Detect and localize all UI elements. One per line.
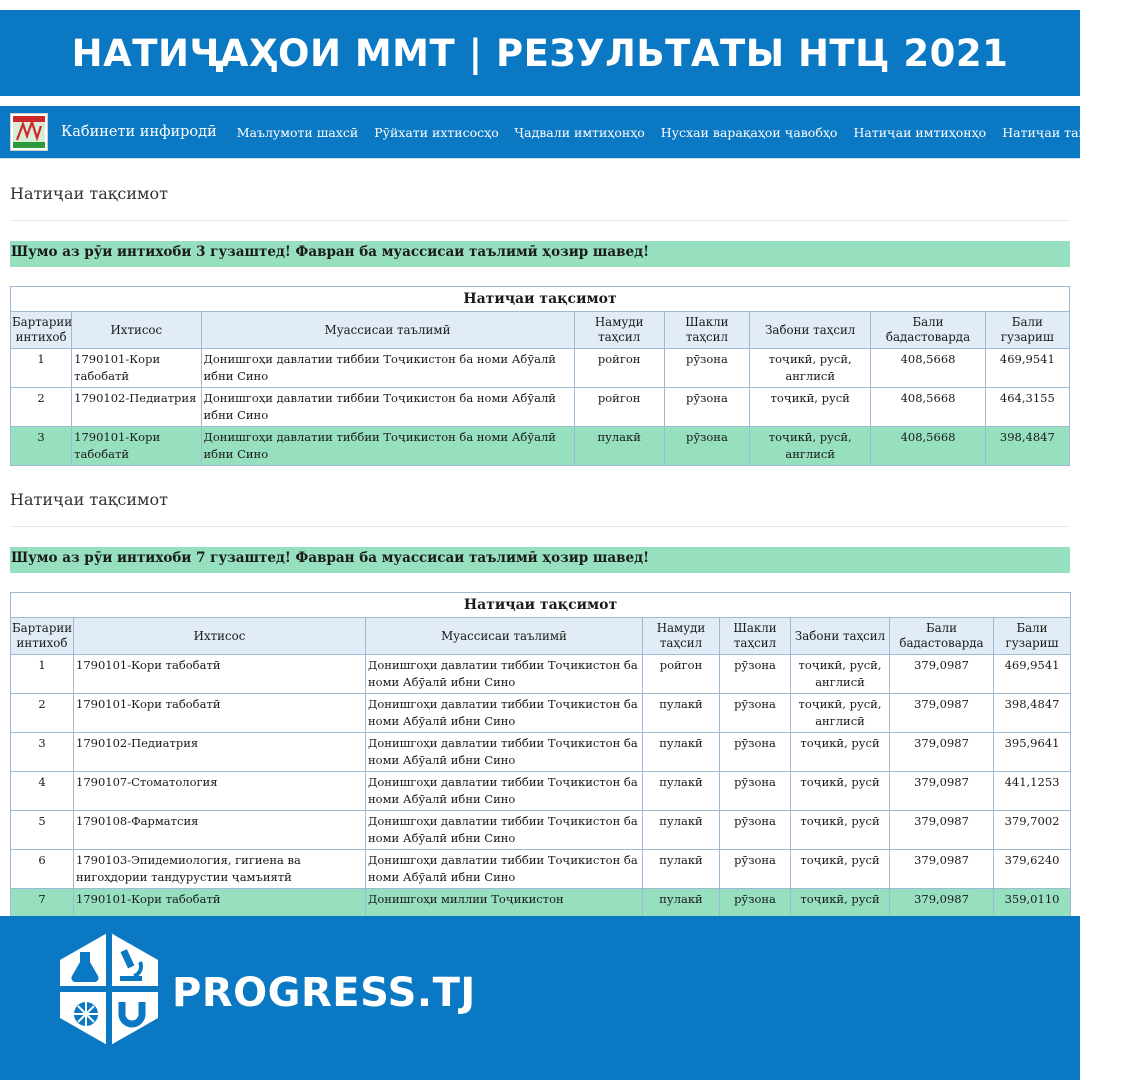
table-cell: рӯзона <box>720 889 791 926</box>
table-cell: 469,9541 <box>985 349 1069 388</box>
table-cell: 1790103-Эпидемиология, гигиена ва нигоҳдории тандурустии ҷамъиятӣ <box>74 850 366 889</box>
bottom-banner <box>0 916 1080 1080</box>
table-row <box>11 388 1070 427</box>
column-header: Шакли таҳсил <box>664 312 749 349</box>
table-row <box>11 349 1070 388</box>
table-cell: Донишгоҳи давлатии тиббии Тоҷикистон ба номи Абӯалӣ ибни Сино <box>366 733 643 772</box>
table-body <box>11 349 1070 466</box>
table-cell: 379,6240 <box>994 850 1071 889</box>
column-header: Бали бадастоварда <box>890 618 994 655</box>
top-banner <box>0 10 1080 96</box>
table-cell: 379,7002 <box>994 811 1071 850</box>
table-caption: Натиҷаи тақсимот <box>11 593 1071 618</box>
nav-item-answer-sheets[interactable]: Нусхаи варақаҳои ҷавобҳо <box>660 124 838 140</box>
table-cell: Донишгоҳи давлатии тиббии Тоҷикистон ба номи Абӯалӣ ибни Сино <box>366 655 643 694</box>
results-table <box>10 592 1071 926</box>
table-cell: 408,5668 <box>871 349 985 388</box>
table-cell: пулакӣ <box>574 427 664 466</box>
table-cell: ройгон <box>643 655 720 694</box>
table-cell: 1790101-Кори табобатӣ <box>74 655 366 694</box>
table-row <box>11 772 1071 811</box>
table-cell: 379,0987 <box>890 811 994 850</box>
table-cell: Донишгоҳи давлатии тиббии Тоҷикистон ба номи Абӯалӣ ибни Сино <box>201 427 574 466</box>
table-cell: Донишгоҳи давлатии тиббии Тоҷикистон ба номи Абӯалӣ ибни Сино <box>366 850 643 889</box>
table-cell: 379,0987 <box>890 694 994 733</box>
table-cell: 3 <box>11 733 74 772</box>
table-cell: ройгон <box>574 388 664 427</box>
column-header: Бартарии интихоб <box>11 312 72 349</box>
table-row <box>11 694 1071 733</box>
table-cell: Донишгоҳи давлатии тиббии Тоҷикистон ба номи Абӯалӣ ибни Сино <box>201 349 574 388</box>
table-cell: рӯзона <box>664 349 749 388</box>
table-cell: рӯзона <box>720 850 791 889</box>
main-content <box>10 160 1070 926</box>
table-cell: тоҷикӣ, русӣ <box>791 850 890 889</box>
table-cell: тоҷикӣ, русӣ <box>791 811 890 850</box>
table-cell: 359,0110 <box>994 889 1071 926</box>
column-header: Намуди таҳсил <box>643 618 720 655</box>
globe-icon <box>74 1002 98 1026</box>
table-cell: ройгон <box>574 349 664 388</box>
table-cell: пулакӣ <box>643 772 720 811</box>
banner-title: НАТИҶАҲОИ ММТ | РЕЗУЛЬТАТЫ НТЦ 2021 <box>71 31 1009 75</box>
table-cell: 408,5668 <box>871 388 985 427</box>
table-cell: 469,9541 <box>994 655 1071 694</box>
site-logo-icon[interactable] <box>10 113 48 151</box>
table-cell: 5 <box>11 811 74 850</box>
table-cell: 398,4847 <box>985 427 1069 466</box>
table-body <box>11 655 1071 926</box>
table-caption: Натиҷаи тақсимот <box>11 287 1070 312</box>
column-header: Ихтисос <box>72 312 201 349</box>
table-cell: пулакӣ <box>643 811 720 850</box>
table-cell: рӯзона <box>664 427 749 466</box>
table-cell: Донишгоҳи давлатии тиббии Тоҷикистон ба номи Абӯалӣ ибни Сино <box>366 772 643 811</box>
table-cell: тоҷикӣ, русӣ <box>791 889 890 926</box>
table-cell: тоҷикӣ, русӣ, англисӣ <box>791 655 890 694</box>
column-header: Забони таҳсил <box>791 618 890 655</box>
table-cell: 1790101-Кори табобатӣ <box>72 427 201 466</box>
nav-item-exam-results[interactable]: Натиҷаи имтиҳонҳо <box>853 124 987 140</box>
table-cell: 6 <box>11 850 74 889</box>
success-alert: Шумо аз рӯи интихоби 3 гузаштед! Фавран ба муассисаи таълимӣ ҳозир шавед! <box>10 241 1070 267</box>
table-cell: 1790101-Кори табобатӣ <box>72 349 201 388</box>
table-cell: пулакӣ <box>643 850 720 889</box>
table-cell: 3 <box>11 427 72 466</box>
navbar <box>0 106 1126 159</box>
table-cell: рӯзона <box>720 772 791 811</box>
table-cell: пулакӣ <box>643 694 720 733</box>
table-cell: 2 <box>11 694 74 733</box>
table-cell: Донишгоҳи давлатии тиббии Тоҷикистон ба номи Абӯалӣ ибни Сино <box>201 388 574 427</box>
table-cell: 4 <box>11 772 74 811</box>
brand-name: PROGRESS.TJ <box>172 970 476 1016</box>
column-header: Бартарии интихоб <box>11 618 74 655</box>
table-cell: 1790101-Кори табобатӣ <box>74 889 366 926</box>
section-title: Натиҷаи тақсимот <box>10 160 1070 221</box>
column-header: Ихтисос <box>74 618 366 655</box>
table-row <box>11 850 1071 889</box>
nav-brand-link[interactable]: Кабинети инфиродӣ <box>61 124 217 140</box>
table-cell: 395,9641 <box>994 733 1071 772</box>
table-cell: 379,0987 <box>890 655 994 694</box>
column-header: Бали гузариш <box>994 618 1071 655</box>
table-cell: Донишгоҳи миллии Тоҷикистон <box>366 889 643 926</box>
table-cell: рӯзона <box>664 388 749 427</box>
table-row <box>11 811 1071 850</box>
table-cell: 1 <box>11 349 72 388</box>
table-cell: 398,4847 <box>994 694 1071 733</box>
table-cell: тоҷикӣ, русӣ <box>791 733 890 772</box>
column-header: Шакли таҳсил <box>720 618 791 655</box>
table-cell: 7 <box>11 889 74 926</box>
table-cell: рӯзона <box>720 655 791 694</box>
table-cell: 1790102-Педиатрия <box>72 388 201 427</box>
table-cell: 441,1253 <box>994 772 1071 811</box>
table-cell: 464,3155 <box>985 388 1069 427</box>
table-cell: 379,0987 <box>890 772 994 811</box>
table-cell: 1790101-Кори табобатӣ <box>74 694 366 733</box>
section-title: Натиҷаи тақсимот <box>10 466 1070 527</box>
nav-item-personal-info[interactable]: Маълумоти шахсӣ <box>236 124 359 140</box>
table-cell: пулакӣ <box>643 733 720 772</box>
table-cell: 1790108-Фарматсия <box>74 811 366 850</box>
column-header: Муассисаи таълимӣ <box>366 618 643 655</box>
column-header: Муассисаи таълимӣ <box>201 312 574 349</box>
column-header: Бали бадастоварда <box>871 312 985 349</box>
table-cell: тоҷикӣ, русӣ <box>791 772 890 811</box>
table-cell: 1790102-Педиатрия <box>74 733 366 772</box>
success-alert: Шумо аз рӯи интихоби 7 гузаштед! Фавран ба муассисаи таълимӣ ҳозир шавед! <box>10 547 1070 573</box>
table-row <box>11 427 1070 466</box>
progress-logo-icon <box>56 930 162 1048</box>
table-cell: пулакӣ <box>643 889 720 926</box>
table-row <box>11 655 1071 694</box>
table-cell: тоҷикӣ, русӣ, англисӣ <box>750 427 871 466</box>
nav-item-specialties[interactable]: Рӯйхати ихтисосҳо <box>374 124 499 140</box>
table-cell: рӯзона <box>720 694 791 733</box>
table-cell: 379,0987 <box>890 850 994 889</box>
nav-item-distribution-results[interactable]: Натиҷаи тақсимот <box>1002 124 1126 140</box>
nav-item-exam-schedule[interactable]: Ҷадвали имтиҳонҳо <box>514 124 645 140</box>
column-header: Намуди таҳсил <box>574 312 664 349</box>
table-row <box>11 733 1071 772</box>
table-cell: рӯзона <box>720 811 791 850</box>
table-cell: тоҷикӣ, русӣ <box>750 388 871 427</box>
column-header: Забони таҳсил <box>750 312 871 349</box>
table-cell: 379,0987 <box>890 889 994 926</box>
table-cell: 379,0987 <box>890 733 994 772</box>
table-cell: тоҷикӣ, русӣ, англисӣ <box>791 694 890 733</box>
table-cell: тоҷикӣ, русӣ, англисӣ <box>750 349 871 388</box>
column-header: Бали гузариш <box>985 312 1069 349</box>
table-cell: 2 <box>11 388 72 427</box>
table-cell: Донишгоҳи давлатии тиббии Тоҷикистон ба номи Абӯалӣ ибни Сино <box>366 694 643 733</box>
table-cell: Донишгоҳи давлатии тиббии Тоҷикистон ба номи Абӯалӣ ибни Сино <box>366 811 643 850</box>
results-table <box>10 286 1070 466</box>
table-cell: рӯзона <box>720 733 791 772</box>
table-cell: 408,5668 <box>871 427 985 466</box>
table-cell: 1790107-Стоматология <box>74 772 366 811</box>
table-cell: 1 <box>11 655 74 694</box>
